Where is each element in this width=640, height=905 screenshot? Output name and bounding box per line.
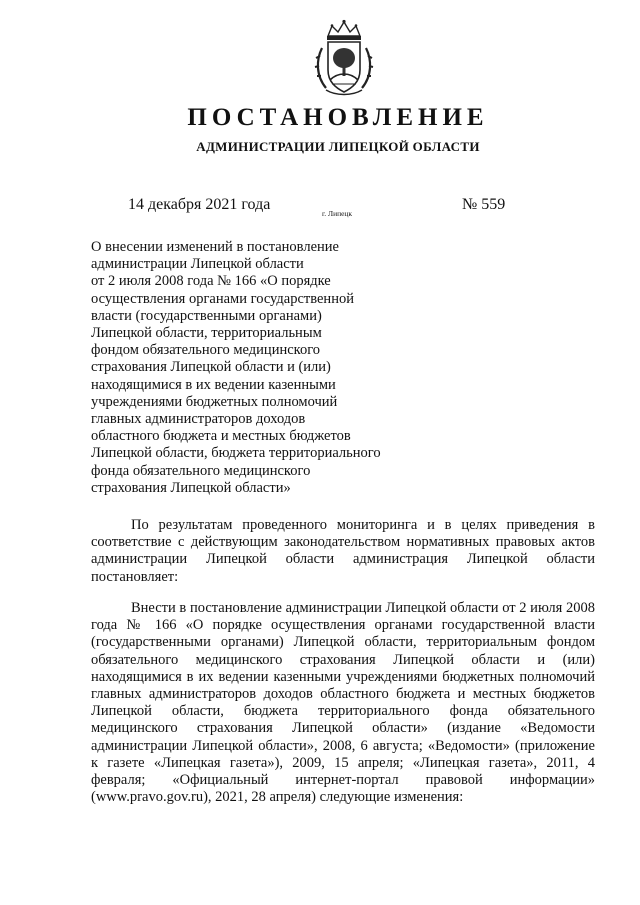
body-paragraph-preamble: По результатам проведенного мониторинга и в целях приведения в соответствие с действующим законодательством нормативных правовых актов администрации Липецкой области администрация Липецкой области постановляет: xyxy=(91,517,595,585)
document-date: 14 декабря 2021 года xyxy=(128,196,271,213)
coat-of-arms-icon xyxy=(312,18,376,98)
document-number: № 559 xyxy=(462,196,506,213)
document-city: г. Липецк xyxy=(322,209,353,218)
body-paragraph-resolution: Внести в постановление администрации Липецкой области от 2 июля 2008 года № 166 «О порядке осуществления органами государственной власти (государственными органами) Липецкой области, территориальным фондом обязательного медицинского страхования Липецкой области и (или) находящимися в их ведении казенными учреждениями бюджетных полномочий главных администраторов доходов областного бюджета и местных бюджетов Липецкой области, бюджета территориального фонда обязательного медицинского страхования Липецкой области» (издание «Ведомости администрации Липецкой области», 2008, 6 августа; «Ведомости» (приложение к газете «Липецкая газета»), 2009, 15 апреля; «Липецкая газета», 2011, 4 февраля; «Официальный интернет-портал правовой информации» (www.pravo.gov.ru), 2021, 28 апреля) следующие изменения: xyxy=(91,600,595,806)
document-type-title: ПОСТАНОВЛЕНИЕ xyxy=(187,104,489,131)
document-subject: О внесении изменений в постановление администрации Липецкой области от 2 июля 2008 года № 166 «О порядке осуществления органами государственной власти (государственными органами) Липецкой области, территориальным фондом обязательного медицинского страхования Липецкой области и (или) находящимися в их ведении казенными учреждениями бюджетных полномочий главных администраторов доходов областного бюджета и местных бюджетов Липецкой области, бюджета территориального фонда обязательного медицинского страхования Липецкой области» xyxy=(91,239,381,496)
issuing-authority: АДМИНИСТРАЦИИ ЛИПЕЦКОЙ ОБЛАСТИ xyxy=(196,139,480,154)
